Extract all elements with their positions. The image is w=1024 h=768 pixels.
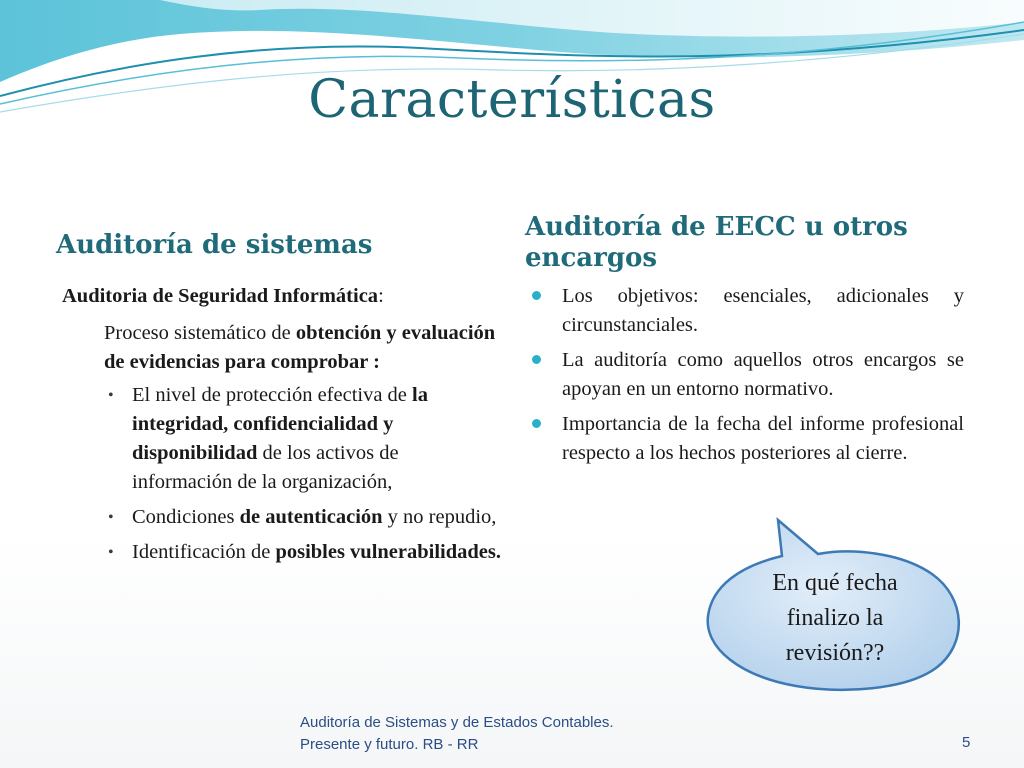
right-bullet-text: Importancia de la fecha del informe profesional respecto a los hechos posteriores al cierre. — [562, 413, 964, 464]
left-bullet-item — [104, 503, 502, 532]
left-column-heading: Auditoría de sistemas — [56, 230, 373, 260]
left-bullet-item — [104, 538, 502, 567]
callout-line: revisión?? — [785, 640, 885, 666]
left-bullet-item — [104, 381, 502, 497]
left-subheading — [62, 282, 502, 311]
right-bullet-item — [530, 346, 964, 404]
callout-line: finalizo la — [786, 605, 884, 631]
left-process-text — [62, 319, 502, 377]
callout-line: En qué fecha — [772, 570, 898, 596]
left-bullet-text: El nivel de protección efectiva de — [132, 384, 413, 406]
left-subheading-colon: : — [378, 285, 384, 307]
left-process-text-bold: obtención y evaluación de evidencias para comprobar : — [104, 322, 496, 373]
right-column-body — [530, 282, 964, 474]
left-column-body — [62, 282, 502, 573]
right-bullet-item — [530, 282, 964, 340]
left-bullet-list — [62, 381, 502, 567]
left-bullet-text: de los activos de información de la organización, — [132, 442, 399, 493]
left-bullet-text: y no repudio, — [382, 506, 497, 528]
right-bullet-list — [530, 282, 964, 468]
left-bullet-bold: de autenticación — [239, 506, 383, 528]
left-bullet-text: Identificación de — [132, 541, 276, 563]
circle-bullet-icon — [532, 291, 541, 300]
left-process-text-plain: Proceso sistemático de — [104, 322, 296, 344]
footer-line: Auditoría de Sistemas y de Estados Contables. — [300, 714, 614, 731]
circle-bullet-icon — [532, 419, 541, 428]
bullet-dot-icon: • — [108, 387, 114, 404]
footer-line: Presente y futuro. RB - RR — [300, 736, 479, 753]
slide-title: Características — [308, 70, 716, 130]
right-column-heading: Auditoría de EECC u otros encargos — [525, 212, 908, 273]
circle-bullet-icon — [532, 355, 541, 364]
right-bullet-text: La auditoría como aquellos otros encargos se apoyan en un entorno normativo. — [562, 349, 964, 400]
left-bullet-bold: la integridad, confidencialidad y disponibilidad — [132, 384, 428, 464]
right-bullet-item — [530, 410, 964, 468]
left-subheading-title: Auditoria de Seguridad Informática — [62, 285, 379, 307]
callout-text — [722, 566, 948, 671]
right-bullet-text: Los objetivos: esenciales, adicionales y circunstanciales. — [562, 285, 964, 336]
bullet-dot-icon: • — [108, 509, 114, 526]
left-bullet-bold: posibles vulnerabilidades. — [275, 541, 501, 563]
bullet-dot-icon: • — [108, 544, 114, 561]
left-bullet-text: Condiciones — [132, 506, 240, 528]
footer-text — [300, 712, 614, 756]
page-number: 5 — [962, 734, 971, 751]
